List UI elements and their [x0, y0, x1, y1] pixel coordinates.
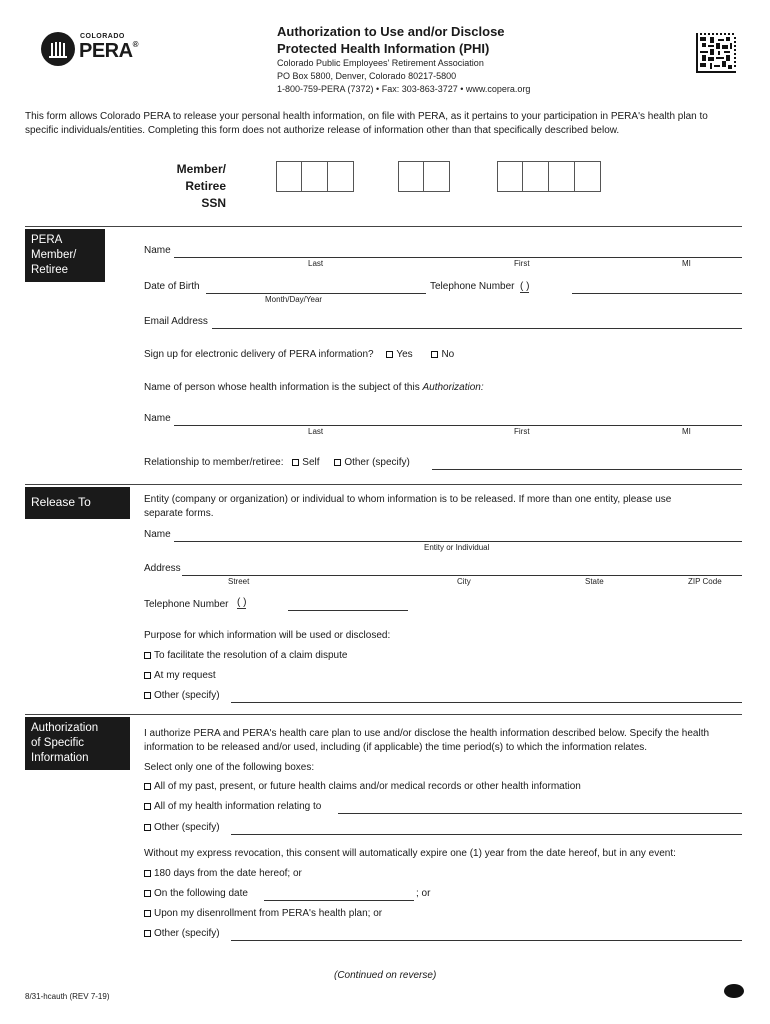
org-address: PO Box 5800, Denver, Colorado 80217-5800 [277, 71, 457, 81]
checkbox-icon[interactable] [144, 652, 151, 659]
section-tab-auth-line1: Authorization [31, 722, 99, 734]
logo-registered-mark: ® [132, 40, 138, 49]
expiry-other-field[interactable] [231, 928, 742, 941]
ssn-digit-box[interactable] [328, 161, 354, 192]
release-name-label: Name [144, 529, 171, 540]
ssn-label-line2: Retiree SSN [185, 179, 226, 210]
purpose-option-request[interactable] [144, 670, 216, 681]
section-tab-member [25, 229, 105, 282]
member-name-first-label: First [514, 259, 530, 268]
release-address-field[interactable] [182, 563, 742, 576]
relationship-other-label: Other (specify) [344, 457, 410, 468]
auth-option-other[interactable] [144, 822, 220, 833]
expiry-option-180-days[interactable] [144, 868, 302, 879]
checkbox-icon[interactable] [144, 803, 151, 810]
ssn-digit-box[interactable] [398, 161, 424, 192]
subject-heading [144, 382, 484, 393]
member-phone-label: Telephone Number [430, 281, 515, 292]
checkbox-icon[interactable] [386, 351, 393, 358]
dob-field[interactable] [206, 281, 426, 294]
pera-logo-mark [41, 32, 75, 66]
ssn-digit-box[interactable] [302, 161, 328, 192]
auth-relating-to-field[interactable] [338, 801, 742, 814]
member-name-field[interactable] [174, 245, 742, 258]
ssn-label [166, 161, 226, 212]
release-street-label: Street [228, 577, 250, 586]
expiry-option-date-label: On the following date [154, 888, 248, 899]
subject-name-first-label: First [514, 427, 530, 436]
form-title-line1: Authorization to Use and/or Disclose [277, 24, 505, 39]
checkbox-icon[interactable] [144, 890, 151, 897]
email-label: Email Address [144, 316, 208, 327]
org-name: Colorado Public Employees' Retirement Association [277, 58, 484, 68]
ssn-label-line1: Member/ [176, 162, 226, 176]
checkbox-icon[interactable] [144, 870, 151, 877]
ssn-digit-box[interactable] [497, 161, 523, 192]
ssn-group-3 [497, 161, 601, 192]
edelivery-no-label: No [441, 349, 455, 360]
expiry-option-disenrollment-label: Upon my disenrollment from PERA's health plan; or [154, 908, 383, 919]
ssn-digit-box[interactable] [424, 161, 450, 192]
checkbox-icon[interactable] [144, 824, 151, 831]
section-divider [25, 714, 742, 715]
ssn-digit-box[interactable] [276, 161, 302, 192]
checkbox-icon[interactable] [144, 930, 151, 937]
subject-name-last-label: Last [308, 427, 324, 436]
member-phone-field[interactable] [572, 281, 742, 294]
form-code: 8/31-hcauth (REV 7-19) [25, 992, 110, 1001]
checkbox-icon[interactable] [292, 459, 299, 466]
relationship-other-option[interactable] [334, 457, 410, 468]
subject-name-mi-label: MI [682, 427, 691, 436]
section-tab-authorization [25, 717, 130, 770]
member-name-label: Name [144, 245, 171, 256]
section-tab-release: Release To [25, 487, 130, 519]
checkbox-icon[interactable] [144, 672, 151, 679]
expiry-option-other[interactable] [144, 928, 220, 939]
ssn-digit-box[interactable] [549, 161, 575, 192]
edelivery-yes-label: Yes [396, 349, 413, 360]
section-tab-auth-line3: Information [31, 752, 89, 764]
purpose-option-claim[interactable] [144, 650, 347, 661]
auth-other-field[interactable] [231, 822, 742, 835]
section-divider [25, 226, 742, 227]
section-tab-member-line1: PERA Member/ [31, 234, 77, 261]
email-field[interactable] [212, 316, 742, 329]
relationship-other-field[interactable] [432, 457, 742, 470]
dob-format-label: Month/Day/Year [265, 295, 323, 304]
org-contact: 1-800-759-PERA (7372) • Fax: 303-863-3727 • www.copera.org [277, 84, 531, 94]
release-phone-field[interactable] [288, 598, 408, 611]
relationship-label: Relationship to member/retiree: [144, 457, 284, 468]
release-name-field[interactable] [174, 529, 742, 542]
purpose-option-other[interactable] [144, 690, 220, 701]
logo-pera-text [79, 40, 138, 63]
auth-option-all-records-label: All of my past, present, or future health claims and/or medical records or other health information [154, 781, 581, 792]
logo-pera-word: PERA [79, 40, 133, 62]
member-phone-area-code[interactable]: ( ) [520, 281, 530, 292]
release-name-sub-label: Entity or Individual [424, 543, 490, 552]
subject-name-label: Name [144, 413, 171, 424]
auth-desc-line1: I authorize PERA and PERA's health care plan to use and/or disclose the health information described below. Specify the health [144, 728, 710, 739]
auth-desc-line2: information to be released and/or used, including (if applicable) the time period(s) to which the information relates. [144, 742, 648, 753]
relationship-row [144, 457, 410, 468]
auth-option-relating-to[interactable] [144, 801, 321, 812]
expiry-option-other-label: Other (specify) [154, 928, 220, 939]
auth-option-relating-to-label: All of my health information relating to [154, 801, 322, 812]
subject-heading-em: Authorization: [422, 382, 484, 393]
subject-heading-text: Name of person whose health information is the subject of this [144, 382, 420, 393]
release-desc-line1: Entity (company or organization) or individual to whom information is to be released. If more than one entity, please use [144, 494, 672, 505]
edelivery-row [144, 349, 454, 360]
release-state-label: State [585, 577, 604, 586]
intro-line1: This form allows Colorado PERA to release your personal health information, on file with PERA, as it pertains to your participation in PERA's health plan to [25, 111, 708, 122]
edelivery-question: Sign up for electronic delivery of PERA information? [144, 349, 374, 360]
relationship-self-label: Self [302, 457, 320, 468]
release-desc-line2: separate forms. [144, 508, 214, 519]
auth-select-one: Select only one of the following boxes: [144, 762, 315, 773]
release-city-label: City [457, 577, 471, 586]
section-divider [25, 484, 742, 485]
expiry-option-180-days-label: 180 days from the date hereof; or [154, 868, 302, 879]
purpose-option-request-label: At my request [154, 670, 216, 681]
logo-colorado-text: COLORADO [80, 33, 125, 40]
auth-expiry-text: Without my express revocation, this consent will automatically expire one (1) year from the date hereof, but in any event: [144, 848, 676, 859]
checkbox-icon[interactable] [144, 783, 151, 790]
auth-option-all-records[interactable] [144, 781, 581, 792]
auth-option-other-label: Other (specify) [154, 822, 220, 833]
expiry-option-date[interactable] [144, 888, 248, 899]
checkbox-icon[interactable] [431, 351, 438, 358]
subject-name-field[interactable] [174, 413, 742, 426]
release-zip-label: ZIP Code [688, 577, 722, 586]
relationship-self-option[interactable] [292, 457, 319, 468]
ssn-digit-box[interactable] [575, 161, 601, 192]
purpose-other-field[interactable] [231, 690, 742, 703]
checkbox-icon[interactable] [334, 459, 341, 466]
purpose-option-claim-label: To facilitate the resolution of a claim dispute [154, 650, 348, 661]
ssn-group-2 [398, 161, 450, 192]
intro-line2: specific individuals/entities. Completing this form does not authorize release of information other than that specifically described below. [25, 125, 620, 136]
edelivery-no-option[interactable] [431, 349, 454, 360]
checkbox-icon[interactable] [144, 910, 151, 917]
expiry-date-tail: ; or [416, 888, 431, 899]
ssn-group-1 [276, 161, 354, 192]
expiry-option-disenrollment[interactable] [144, 908, 382, 919]
purpose-option-other-label: Other (specify) [154, 690, 220, 701]
page-marker-dot-icon [724, 984, 744, 998]
member-name-last-label: Last [308, 259, 324, 268]
form-title-line2: Protected Health Information (PHI) [277, 41, 490, 56]
expiry-date-field[interactable] [264, 888, 414, 901]
ssn-digit-box[interactable] [523, 161, 549, 192]
checkbox-icon[interactable] [144, 692, 151, 699]
release-phone-area-code[interactable]: ( ) [237, 597, 247, 608]
dob-label: Date of Birth [144, 281, 200, 292]
edelivery-yes-option[interactable] [386, 349, 412, 360]
release-address-label: Address [144, 563, 181, 574]
section-tab-auth-line2: of Specific [31, 737, 85, 749]
continued-note: (Continued on reverse) [334, 970, 437, 981]
section-tab-member-line2: Retiree [31, 264, 69, 276]
release-phone-label: Telephone Number [144, 599, 229, 610]
member-name-mi-label: MI [682, 259, 691, 268]
qr-code [696, 33, 736, 73]
purpose-question: Purpose for which information will be used or disclosed: [144, 630, 391, 641]
